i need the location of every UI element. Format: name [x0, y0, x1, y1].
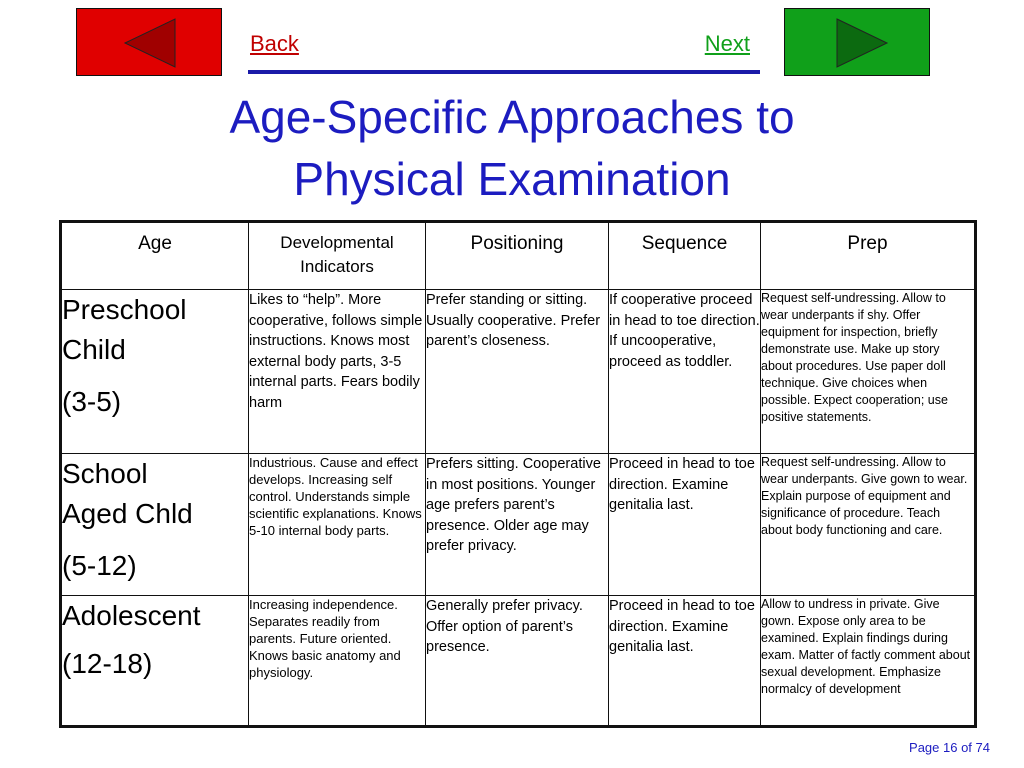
table-row — [61, 454, 976, 596]
developmental-indicators-cell: Increasing independence. Separates readily from parents. Future oriented. Knows basic anatomy and physiology. — [249, 596, 426, 727]
header-dev-line-2: Indicators — [300, 257, 374, 276]
header-dev-line-1: Developmental — [280, 233, 394, 252]
next-button[interactable] — [784, 8, 930, 76]
next-arrow-icon — [785, 9, 939, 77]
age-cell — [61, 454, 249, 596]
page-number: Page 16 of 74 — [909, 740, 990, 755]
header-divider — [248, 70, 760, 74]
header-age: Age — [61, 222, 249, 290]
sequence-cell: Proceed in head to toe direction. Examine genitalia last. — [609, 454, 761, 596]
age-range: (12-18) — [62, 648, 153, 679]
header-prep: Prep — [761, 222, 976, 290]
age-cell — [61, 596, 249, 727]
positioning-cell: Prefer standing or sitting. Usually cooperative. Prefer parent’s closeness. — [426, 290, 609, 454]
age-range: (5-12) — [62, 550, 137, 581]
back-arrow-icon — [77, 9, 223, 77]
age-cell — [61, 290, 249, 454]
age-range: (3-5) — [62, 386, 122, 417]
age-label-line-1: Adolescent — [62, 600, 201, 631]
positioning-cell: Generally prefer privacy. Offer option of parent’s presence. — [426, 596, 609, 727]
title-line-1: Age-Specific Approaches to — [229, 91, 795, 143]
prep-cell: Request self-undressing. Allow to wear underpants. Give gown to wear. Explain purpose of equipment and significance of procedure. Teach about body functioning and care. — [761, 454, 976, 596]
age-label-line-1: Preschool — [62, 294, 187, 325]
sequence-cell: Proceed in head to toe direction. Examine genitalia last. — [609, 596, 761, 727]
table-row — [61, 290, 976, 454]
header-positioning: Positioning — [426, 222, 609, 290]
age-label-line-2: Child — [62, 334, 126, 365]
prep-cell: Allow to undress in private. Give gown. Expose only area to be examined. Explain findings during exam. Matter of factly comment about sexual development. Emphasize normalcy of development — [761, 596, 976, 727]
age-label-line-2: Aged Chld — [62, 498, 193, 529]
table-row — [61, 596, 976, 727]
header-developmental-indicators — [249, 222, 426, 290]
header-sequence: Sequence — [609, 222, 761, 290]
positioning-cell: Prefers sitting. Cooperative in most positions. Younger age prefers parent’s presence. Older age may prefer privacy. — [426, 454, 609, 596]
next-link[interactable]: Next — [704, 31, 750, 56]
sequence-cell: If cooperative proceed in head to toe direction. If uncooperative, proceed as toddler. — [609, 290, 761, 454]
prep-cell: Request self-undressing. Allow to wear underpants if shy. Offer equipment for inspection, briefly demonstrate use. Make up story about procedures. Use paper doll technique. Give choices when possible. Expect cooperation; use positive statements. — [761, 290, 976, 454]
title-line-2: Physical Examination — [293, 153, 731, 205]
developmental-indicators-cell: Likes to “help”. More cooperative, follows simple instructions. Knows most external body parts, 3-5 internal parts. Fears bodily harm — [249, 290, 426, 454]
table-header-row — [61, 222, 976, 290]
exam-approach-table — [59, 220, 977, 728]
age-label-line-1: School — [62, 458, 148, 489]
back-link[interactable]: Back — [250, 31, 299, 56]
back-button[interactable] — [76, 8, 222, 76]
developmental-indicators-cell: Industrious. Cause and effect develops. Increasing self control. Understands simple scientific explanations. Knows 5-10 internal body parts. — [249, 454, 426, 596]
page-title — [0, 86, 1024, 210]
